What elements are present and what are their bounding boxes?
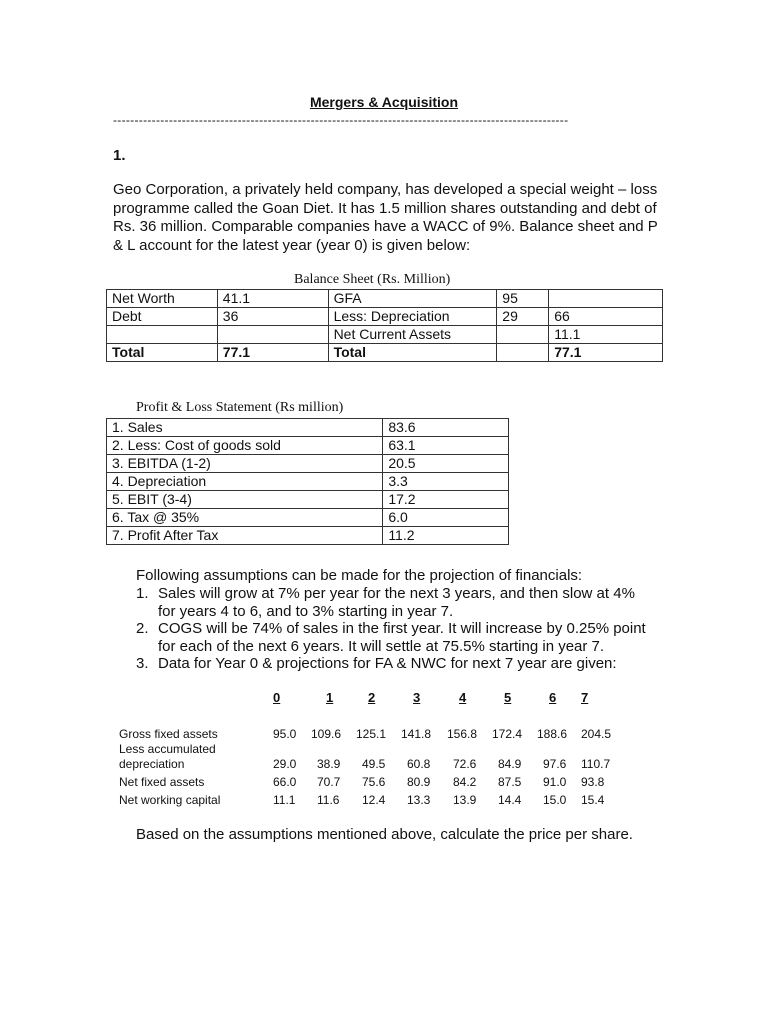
table-cell: 188.6 <box>537 727 568 741</box>
table-cell: 49.5 <box>362 757 386 771</box>
table-cell: 66 <box>549 308 663 326</box>
year-header: 5 <box>504 690 512 705</box>
table-cell: 11.6 <box>317 793 340 807</box>
table-cell: 125.1 <box>356 727 387 741</box>
table-cell: Debt <box>107 308 218 326</box>
year-header: 4 <box>459 690 467 705</box>
list-number: 3. <box>136 655 149 672</box>
table-cell: Less: Depreciation <box>328 308 497 326</box>
table-cell: 91.0 <box>543 775 567 789</box>
table-row <box>107 419 509 437</box>
row-label: depreciation <box>119 757 185 771</box>
row-label: Net fixed assets <box>119 775 205 789</box>
list-item <box>136 620 656 655</box>
table-cell: 13.9 <box>453 793 477 807</box>
table-cell: 11.1 <box>549 326 663 344</box>
table-total-row <box>107 344 663 362</box>
table-row <box>107 308 663 326</box>
table-cell: 17.2 <box>383 491 509 509</box>
table-cell: Total <box>328 344 497 362</box>
table-cell <box>107 326 218 344</box>
table-row <box>107 473 509 491</box>
list-text: Data for Year 0 & projections for FA & NWC for next 7 year are given: <box>158 655 617 672</box>
table-row <box>107 509 509 527</box>
table-cell: 2. Less: Cost of goods sold <box>107 437 383 455</box>
table-cell: 75.6 <box>362 775 386 789</box>
table-cell: 3.3 <box>383 473 509 491</box>
table-cell: 77.1 <box>549 344 663 362</box>
list-text: Sales will grow at 7% per year for the next 3 years, and then slow at 4% for years 4 to 6, and to 3% starting in year 7. <box>158 585 635 620</box>
table-row <box>107 290 663 308</box>
intro-paragraph: Geo Corporation, a privately held company, has developed a special weight – loss programme called the Goan Diet. It has 1.5 million shares outstanding and debt of Rs. 36 million. Comparable companies have a WACC of 9%. Balance sheet and P & L account for the latest year (year 0) is given below: <box>113 181 658 254</box>
table-cell: 15.0 <box>543 793 567 807</box>
closing-question: Based on the assumptions mentioned above, calculate the price per share. <box>136 826 633 843</box>
table-cell: 109.6 <box>311 727 342 741</box>
table-cell: 36 <box>217 308 328 326</box>
table-cell: 93.8 <box>581 775 605 789</box>
table-cell: Total <box>107 344 218 362</box>
pl-statement-table <box>106 418 509 545</box>
table-cell: 38.9 <box>317 757 341 771</box>
year-header: 3 <box>413 690 421 705</box>
table-cell: 6.0 <box>383 509 509 527</box>
table-cell: 20.5 <box>383 455 509 473</box>
table-cell: GFA <box>328 290 497 308</box>
table-row <box>107 455 509 473</box>
table-cell: 41.1 <box>217 290 328 308</box>
table-cell <box>217 326 328 344</box>
table-cell: 80.9 <box>407 775 431 789</box>
question-number: 1. <box>113 147 126 164</box>
table-cell <box>549 290 663 308</box>
table-cell: 4. Depreciation <box>107 473 383 491</box>
table-row <box>107 437 509 455</box>
table-cell: 95 <box>497 290 549 308</box>
table-cell: 3. EBITDA (1-2) <box>107 455 383 473</box>
table-cell: 60.8 <box>407 757 431 771</box>
table-cell: 141.8 <box>401 727 432 741</box>
table-cell: 95.0 <box>273 727 297 741</box>
table-cell: Net Current Assets <box>328 326 497 344</box>
table-cell: 156.8 <box>447 727 478 741</box>
table-cell: 72.6 <box>453 757 477 771</box>
table-cell: 7. Profit After Tax <box>107 527 383 545</box>
table-cell: 5. EBIT (3-4) <box>107 491 383 509</box>
table-cell: 15.4 <box>581 793 605 807</box>
list-text: COGS will be 74% of sales in the first year. It will increase by 0.25% point for each of the next 6 years. It will settle at 75.5% starting in year 7. <box>158 620 646 655</box>
pl-statement-caption: Profit & Loss Statement (Rs million) <box>136 400 344 415</box>
table-row <box>107 326 663 344</box>
table-cell: 11.2 <box>383 527 509 545</box>
table-cell: 84.9 <box>498 757 522 771</box>
table-cell: 29.0 <box>273 757 297 771</box>
table-cell: 12.4 <box>362 793 386 807</box>
table-cell: 172.4 <box>492 727 523 741</box>
table-cell: 63.1 <box>383 437 509 455</box>
table-cell: 110.7 <box>581 757 611 771</box>
table-cell: 97.6 <box>543 757 567 771</box>
table-cell <box>497 344 549 362</box>
list-item <box>136 585 656 620</box>
year-header: 0 <box>273 690 281 705</box>
balance-sheet-table <box>106 289 663 362</box>
table-cell: 29 <box>497 308 549 326</box>
row-label: Net working capital <box>119 793 221 807</box>
row-label: Gross fixed assets <box>119 727 218 741</box>
table-cell: 1. Sales <box>107 419 383 437</box>
table-cell: 66.0 <box>273 775 297 789</box>
table-cell: Net Worth <box>107 290 218 308</box>
list-item <box>136 655 656 673</box>
dashed-rule: ---------------------------------------------------------------------------------------------------------- <box>113 113 569 127</box>
table-cell: 87.5 <box>498 775 522 789</box>
table-row <box>107 527 509 545</box>
table-row <box>107 491 509 509</box>
document-title: Mergers & Acquisition <box>309 94 459 110</box>
year-header: 7 <box>581 690 589 705</box>
table-cell <box>497 326 549 344</box>
year-header: 6 <box>549 690 557 705</box>
table-cell: 83.6 <box>383 419 509 437</box>
table-cell: 84.2 <box>453 775 477 789</box>
list-number: 2. <box>136 620 149 637</box>
assumptions-list <box>136 585 656 673</box>
year-header: 1 <box>326 690 334 705</box>
balance-sheet-caption: Balance Sheet (Rs. Million) <box>294 272 451 287</box>
table-cell: 11.1 <box>273 793 296 807</box>
table-cell: 6. Tax @ 35% <box>107 509 383 527</box>
table-cell: 204.5 <box>581 727 612 741</box>
row-label: Less accumulated <box>119 742 216 756</box>
table-cell: 14.4 <box>498 793 522 807</box>
assumptions-heading: Following assumptions can be made for the projection of financials: <box>136 567 583 584</box>
table-cell: 77.1 <box>217 344 328 362</box>
table-cell: 13.3 <box>407 793 431 807</box>
table-cell: 70.7 <box>317 775 341 789</box>
list-number: 1. <box>136 585 149 602</box>
year-header: 2 <box>368 690 376 705</box>
